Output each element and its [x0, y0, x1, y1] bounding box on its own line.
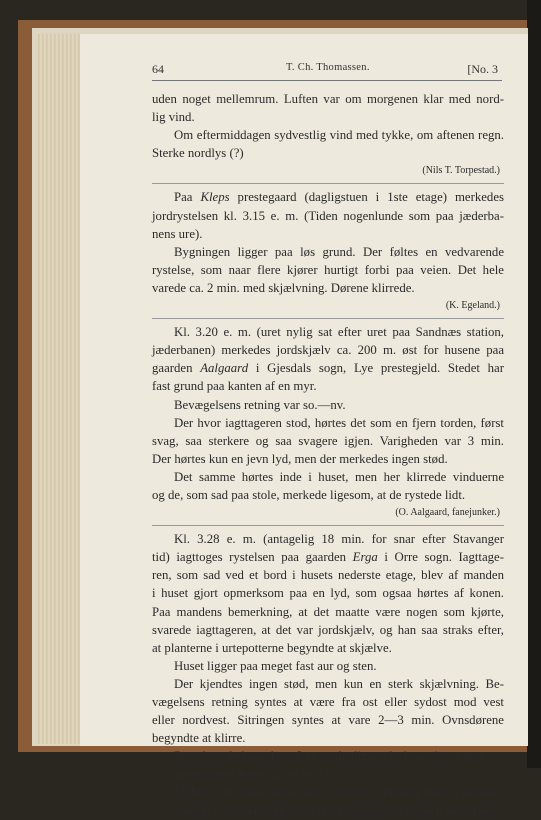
section-divider	[152, 525, 504, 526]
text-line: vægelsens retning syntes at være fra ost eller sydost mod vest	[152, 695, 504, 709]
running-title: T. Ch. Thomassen.	[286, 62, 370, 73]
attribution: (Nils T. Torpestad.)	[422, 165, 500, 177]
text-line: Paa Kleps prestegaard (dagligstuen i 1ste etage) merkedes	[174, 190, 504, 205]
text-line: varede ca. 2 min. med skjælvning. Dørene klirrede.	[152, 280, 415, 295]
text-line: at planterne i urtepotterne begyndte at skjælve.	[152, 640, 392, 655]
page-number: 64	[152, 62, 164, 76]
text-line: flok heste traver frem paa en vei).	[152, 767, 326, 782]
text-line: Bevægelsens retning var so.—nv.	[174, 397, 346, 412]
text-line: Der hørtes kun en jevn lyd, men der merkedes ingen stød.	[152, 451, 448, 466]
text-line: Det samme hørtes inde i huset, men her klirrede vinduerne	[174, 469, 504, 484]
text-line: ren, som sad ved et bord i husets nederste etage, blev af manden	[152, 568, 504, 583]
text-line: begyndte at klirre.	[152, 731, 246, 746]
text-line: tid) iagttoges rystelsen paa gaarden Erga i Orre sogn. Iagttage-	[152, 550, 504, 565]
text-line: jordrystelsen kl. 3.15 e. m. (Tiden nogenlunde som paa jæderba-	[152, 208, 504, 223]
section-divider	[152, 318, 504, 319]
text-line: nens ure).	[152, 226, 203, 241]
text-line: Sterke nordlys (?)	[152, 146, 244, 161]
text-line: jæderbanen) merkedes jordskjælv ca. 200 m. øst for husene paa	[152, 343, 504, 358]
text-line: svag, saa sterkere og saa svagere igjen. Varigheden var 3 min.	[152, 433, 504, 448]
text-line: Lyden kom „helst noget før og fulgte samtidig med rystelsen".	[174, 785, 504, 800]
text-line: svarede iagttageren, at det var jordskjælv, og han saa straks efter,	[152, 622, 504, 637]
text-line: og de, som sad paa stole, merkede ligesom, at de rystede lidt.	[152, 487, 466, 502]
text-line: Der kjendtes ingen stød, men kun en sterk skjælvning. Be-	[174, 676, 504, 691]
text-line: Paa mandens bemerkning, at det maatte være nogen som kjørte,	[152, 604, 504, 619]
attribution: (O. Aalgaard, fanejunker.)	[395, 507, 500, 519]
background-shadow	[527, 0, 541, 768]
section-divider	[152, 183, 504, 184]
text-line: Kl. 3.28 e. m. (antagelig 18 min. for snar efter Stavanger	[174, 532, 504, 547]
text-line: Bygningen ligger paa løs grund. Der føltes en vedvarende	[174, 244, 504, 259]
text-line: Der hvor iagttageren stod, hørtes det som en fjern torden, først	[174, 415, 504, 430]
text-line: i huset gjort opmerksom paa en lyd, som ogsaa hørtes af konen.	[152, 586, 504, 601]
text-line: lig vind.	[152, 110, 195, 125]
page-edges	[36, 34, 82, 744]
text-line: eller nordvest. Sitringen syntes at vare 2—3 min. Ovnsdørene	[152, 713, 504, 728]
text-line: gaarden Aalgaard i Gjesdals sogn, Lye prestegjeld. Stedet har	[152, 361, 504, 376]
running-header	[152, 62, 500, 80]
section-number: [No. 3	[467, 62, 498, 76]
header-rule	[152, 80, 502, 81]
text-line: Om eftermiddagen sydvestlig vind med tykke, om aftenen regn.	[174, 128, 504, 143]
body-text	[152, 90, 504, 820]
text-line: rystelse, som naar flere kjører hurtigt forbi paa veien. Det hele	[152, 262, 504, 277]
text-line: fast grund paa kanten af en myr.	[152, 379, 317, 394]
text-line: „Nogle personer, som var ude og seilede paa vandet, bemerkede,	[174, 803, 506, 818]
text-line: Kl. 3.20 e. m. (uret nylig sat efter uret paa Sandnæs station,	[174, 325, 504, 340]
text-line: Huset ligger paa meget fast aur og sten.	[174, 658, 377, 673]
text-line: uden noget mellemrum. Luften var om morgenen klar med nord-	[152, 92, 504, 106]
text-line: Rystelsen ledsagedes af et tordenlignende brag (som naar en	[174, 749, 504, 764]
attribution: (K. Egeland.)	[445, 300, 500, 312]
